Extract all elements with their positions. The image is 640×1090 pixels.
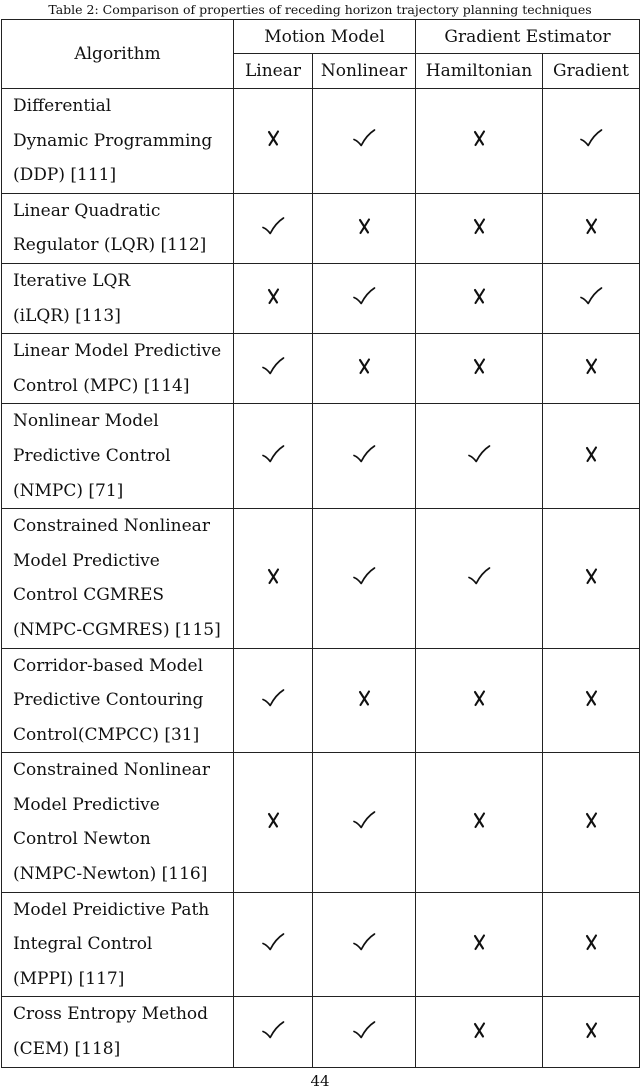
table-caption: Table 2: Comparison of properties of receding horizon trajectory planning techniques (48, 2, 592, 17)
algorithm-cell (2, 892, 234, 997)
algorithm-line: (DDP) [111] (13, 165, 117, 186)
algorithm-cell (2, 648, 234, 753)
nonlinear-cell (313, 89, 416, 194)
header-nonlinear: Nonlinear (313, 54, 416, 89)
linear-cell (234, 193, 313, 263)
algorithm-line: (NMPC-CGMRES) [115] (13, 619, 221, 640)
cross-icon (467, 128, 491, 148)
hamiltonian-cell (416, 89, 543, 194)
algorithm-line: Model Predictive (13, 794, 160, 815)
algorithm-line: (iLQR) [113] (13, 305, 121, 326)
checkmark-icon (261, 216, 285, 236)
gradient-cell (543, 509, 640, 648)
cross-icon (261, 810, 285, 830)
nonlinear-cell (313, 753, 416, 892)
checkmark-icon (261, 688, 285, 708)
checkmark-icon (352, 810, 376, 830)
table-row (2, 334, 640, 404)
checkmark-icon (352, 1020, 376, 1040)
cross-icon (261, 128, 285, 148)
nonlinear-cell (313, 509, 416, 648)
table-row (2, 89, 640, 194)
algorithm-line: Linear Model Predictive (13, 341, 222, 362)
algorithm-line: Regulator (LQR) [112] (13, 235, 207, 256)
checkmark-icon (352, 128, 376, 148)
cross-icon (352, 216, 376, 236)
cross-icon (261, 566, 285, 586)
algorithm-line: (NMPC) [71] (13, 480, 124, 501)
cross-icon (579, 566, 603, 586)
algorithm-line: Model Predictive (13, 550, 160, 571)
checkmark-icon (261, 356, 285, 376)
linear-cell (234, 89, 313, 194)
algorithm-line: Dynamic Programming (13, 130, 213, 151)
cross-icon (352, 688, 376, 708)
algorithm-line: Control Newton (13, 829, 151, 850)
nonlinear-cell (313, 334, 416, 404)
table-row (2, 892, 640, 997)
nonlinear-cell (313, 263, 416, 333)
header-motion-model: Motion Model (234, 20, 416, 54)
header-gradient: Gradient (543, 54, 640, 89)
linear-cell (234, 997, 313, 1067)
checkmark-icon (352, 444, 376, 464)
cross-icon (579, 810, 603, 830)
algorithm-line: Cross Entropy Method (13, 1004, 209, 1025)
linear-cell (234, 263, 313, 333)
header-algorithm: Algorithm (2, 20, 234, 89)
hamiltonian-cell (416, 997, 543, 1067)
algorithm-line: (NMPC-Newton) [116] (13, 864, 208, 885)
algorithm-line: (CEM) [118] (13, 1039, 121, 1060)
algorithm-line: (MPPI) [117] (13, 968, 125, 989)
algorithm-cell (2, 89, 234, 194)
algorithm-line: Integral Control (13, 934, 153, 955)
table-body (2, 89, 640, 1068)
hamiltonian-cell (416, 193, 543, 263)
gradient-cell (543, 892, 640, 997)
cross-icon (579, 444, 603, 464)
hamiltonian-cell (416, 648, 543, 753)
nonlinear-cell (313, 404, 416, 509)
checkmark-icon (261, 444, 285, 464)
checkmark-icon (579, 128, 603, 148)
checkmark-icon (352, 286, 376, 306)
algorithm-cell (2, 334, 234, 404)
linear-cell (234, 404, 313, 509)
algorithm-cell (2, 193, 234, 263)
cross-icon (467, 688, 491, 708)
algorithm-line: Differential (13, 96, 112, 116)
gradient-cell (543, 997, 640, 1067)
checkmark-icon (261, 1020, 285, 1040)
nonlinear-cell (313, 193, 416, 263)
linear-cell (234, 509, 313, 648)
table-row (2, 997, 640, 1067)
table-row (2, 263, 640, 333)
linear-cell (234, 648, 313, 753)
table-row (2, 509, 640, 648)
header-gradient-estimator: Gradient Estimator (416, 20, 640, 54)
cross-icon (467, 1020, 491, 1040)
cross-icon (467, 810, 491, 830)
algorithm-cell (2, 263, 234, 333)
gradient-cell (543, 334, 640, 404)
hamiltonian-cell (416, 404, 543, 509)
algorithm-line: Iterative LQR (13, 270, 131, 291)
header-linear: Linear (234, 54, 313, 89)
cross-icon (352, 356, 376, 376)
algorithm-line: Model Preidictive Path (13, 899, 210, 920)
checkmark-icon (261, 932, 285, 952)
cross-icon (579, 932, 603, 952)
cross-icon (467, 286, 491, 306)
algorithm-line: Corridor-based Model (13, 655, 204, 676)
algorithm-cell (2, 997, 234, 1067)
gradient-cell (543, 648, 640, 753)
table-row (2, 193, 640, 263)
algorithm-line: Predictive Control (13, 445, 171, 466)
checkmark-icon (352, 566, 376, 586)
table-row (2, 753, 640, 892)
linear-cell (234, 334, 313, 404)
cross-icon (579, 688, 603, 708)
hamiltonian-cell (416, 334, 543, 404)
nonlinear-cell (313, 648, 416, 753)
cross-icon (579, 216, 603, 236)
comparison-table (1, 19, 640, 1068)
algorithm-line: Control (MPC) [114] (13, 375, 190, 396)
table-row (2, 404, 640, 509)
algorithm-line: Linear Quadratic (13, 200, 161, 221)
algorithm-line: Control(CMPCC) [31] (13, 724, 200, 745)
gradient-cell (543, 89, 640, 194)
nonlinear-cell (313, 892, 416, 997)
checkmark-icon (579, 286, 603, 306)
algorithm-line: Control CGMRES (13, 585, 165, 606)
nonlinear-cell (313, 997, 416, 1067)
cross-icon (261, 286, 285, 306)
linear-cell (234, 753, 313, 892)
hamiltonian-cell (416, 509, 543, 648)
checkmark-icon (467, 444, 491, 464)
algorithm-cell (2, 509, 234, 648)
hamiltonian-cell (416, 892, 543, 997)
hamiltonian-cell (416, 753, 543, 892)
algorithm-cell (2, 753, 234, 892)
cross-icon (467, 932, 491, 952)
algorithm-line: Constrained Nonlinear (13, 516, 210, 537)
checkmark-icon (352, 932, 376, 952)
header-hamiltonian: Hamiltonian (416, 54, 543, 89)
cross-icon (579, 356, 603, 376)
checkmark-icon (467, 566, 491, 586)
page-number: 44 (310, 1072, 330, 1090)
linear-cell (234, 892, 313, 997)
algorithm-line: Constrained Nonlinear (13, 760, 210, 781)
hamiltonian-cell (416, 263, 543, 333)
gradient-cell (543, 753, 640, 892)
cross-icon (579, 1020, 603, 1040)
table-row (2, 648, 640, 753)
algorithm-line: Predictive Contouring (13, 690, 204, 711)
gradient-cell (543, 193, 640, 263)
gradient-cell (543, 404, 640, 509)
cross-icon (467, 216, 491, 236)
cross-icon (467, 356, 491, 376)
algorithm-line: Nonlinear Model (13, 411, 159, 432)
algorithm-cell (2, 404, 234, 509)
gradient-cell (543, 263, 640, 333)
